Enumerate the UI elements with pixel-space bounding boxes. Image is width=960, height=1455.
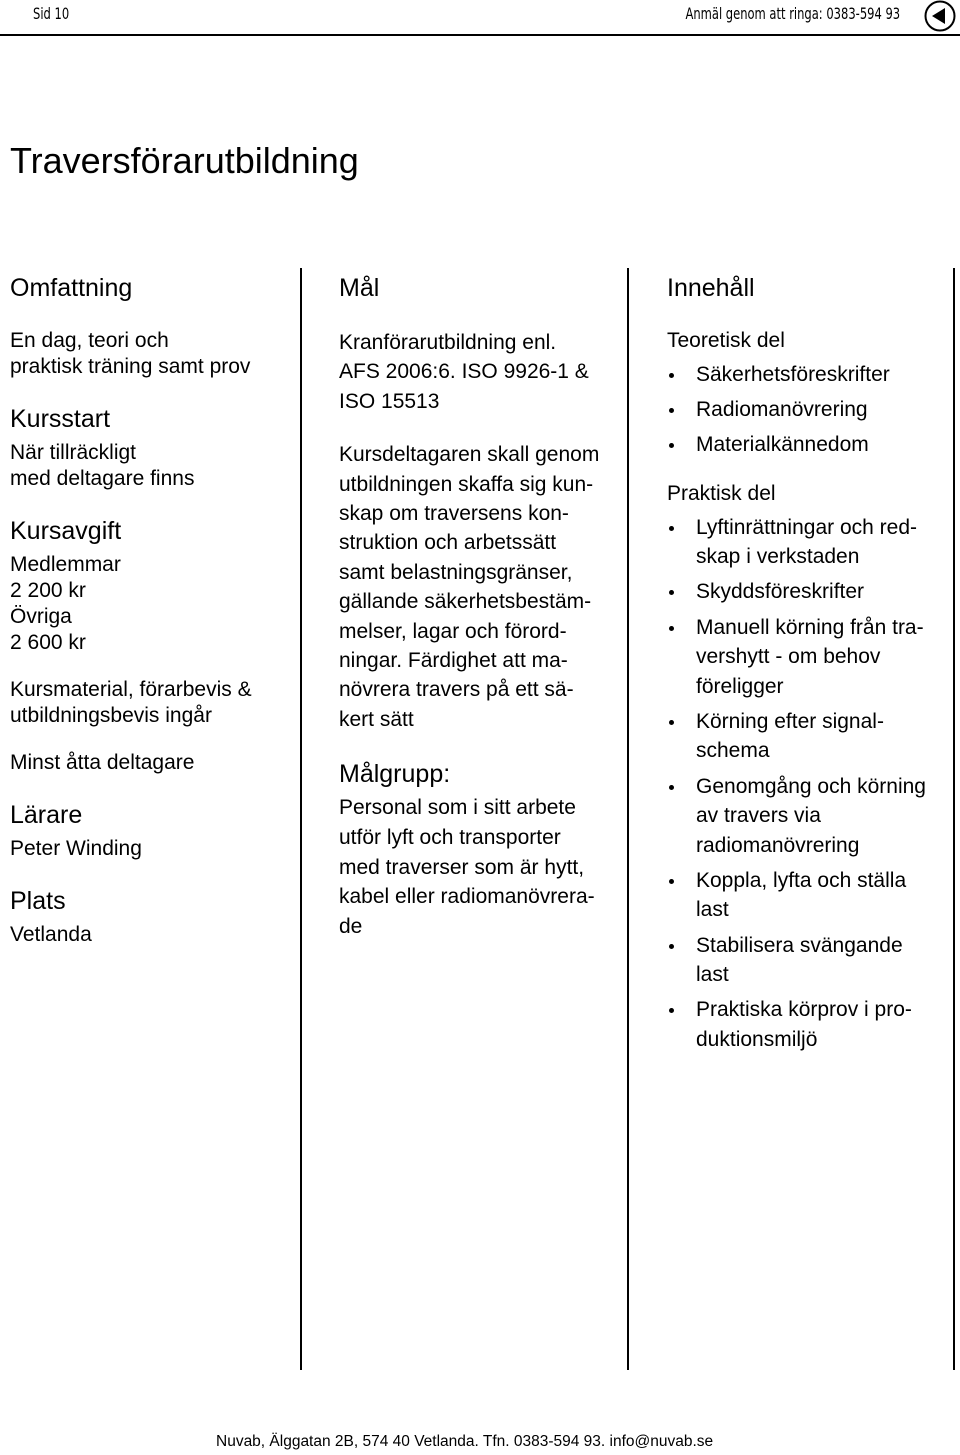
plats-heading: Plats [10,887,66,915]
page-number: Sid 10 [33,4,70,23]
bullet-icon [669,785,674,790]
header-divider [0,34,960,36]
footer-contact: Nuvab, Älggatan 2B, 574 40 Vetlanda. Tfn. 0383-594 93. info@nuvab.se [216,1433,714,1450]
bullet-icon [669,373,674,378]
list-item: Manuell körning från tra- vershytt - om behov föreligger [667,613,957,702]
list-item: Genomgång och körning av travers via radiomanövrering [667,772,957,861]
bullet-icon [669,944,674,949]
omfattning-text: En dag, teori och praktisk träning samt prov [10,329,251,378]
bullet-icon [669,443,674,448]
course-description: Kursdeltagaren skall genom utbildningen skaffa sig kun- skap om traversens kon- struktion och arbetssätt samt belastningsgränser, gällande säkerhetsbestäm- melser, lagar och förord- ningar. Färdighet att ma- növrera travers på ett sä- kert sätt [339,443,600,731]
teoretisk-label: Teoretisk del [667,329,785,352]
bullet-icon [669,590,674,595]
malgrupp-heading: Målgrupp: [339,760,451,789]
registration-contact: Anmäl genom att ringa: 0383-594 93 [685,4,900,23]
list-item: Körning efter signal- schema [667,707,957,766]
list-item: Stabilisera svängande last [667,931,957,990]
list-item: Radiomanövrering [667,395,957,425]
bullet-icon [669,408,674,413]
kursstart-text: När tillräckligt med deltagare finns [10,441,195,490]
list-item: Säkerhetsföreskrifter [667,360,957,390]
teoretisk-list [667,360,957,460]
course-facts-column [10,268,295,948]
plats-text: Vetlanda [10,923,92,946]
back-arrow-icon[interactable] [924,0,956,32]
bullet-icon [669,626,674,631]
list-item: Praktiska körprov i pro- duktionsmiljö [667,995,957,1054]
kursmaterial-text: Kursmaterial, förarbevis & utbildningsbevis ingår [10,678,252,727]
content-column [667,268,957,1054]
kursavgift-heading: Kursavgift [10,517,122,545]
praktisk-list [667,513,957,1055]
deltagare-text: Minst åtta deltagare [10,751,195,774]
column-divider [300,268,302,1370]
kursstart-heading: Kursstart [10,405,111,433]
list-item: Koppla, lyfta och ställa last [667,866,957,925]
larare-text: Peter Winding [10,837,142,860]
bullet-icon [669,1008,674,1013]
bullet-icon [669,720,674,725]
mal-heading: Mål [339,274,380,302]
page-header [0,0,960,34]
bullet-icon [669,526,674,531]
larare-heading: Lärare [10,801,83,829]
list-item: Skyddsföreskrifter [667,577,957,607]
page-title: Traversförarutbildning [10,140,359,181]
innehall-heading: Innehåll [667,274,755,302]
mal-text: Kranförarutbildning enl. AFS 2006:6. ISO 9926-1 & ISO 15513 [339,331,589,413]
list-item: Lyftinrättningar och red- skap i verkstaden [667,513,957,572]
list-item: Materialkännedom [667,430,957,460]
kursavgift-text: Medlemmar 2 200 kr Övriga 2 600 kr [10,553,121,654]
bullet-icon [669,879,674,884]
praktisk-label: Praktisk del [667,482,776,506]
malgrupp-text: Personal som i sitt arbete utför lyft och transporter med traverser som är hytt, kabel eller radiomanövrera- de [339,796,595,939]
goal-column [339,268,634,942]
omfattning-heading: Omfattning [10,274,133,302]
